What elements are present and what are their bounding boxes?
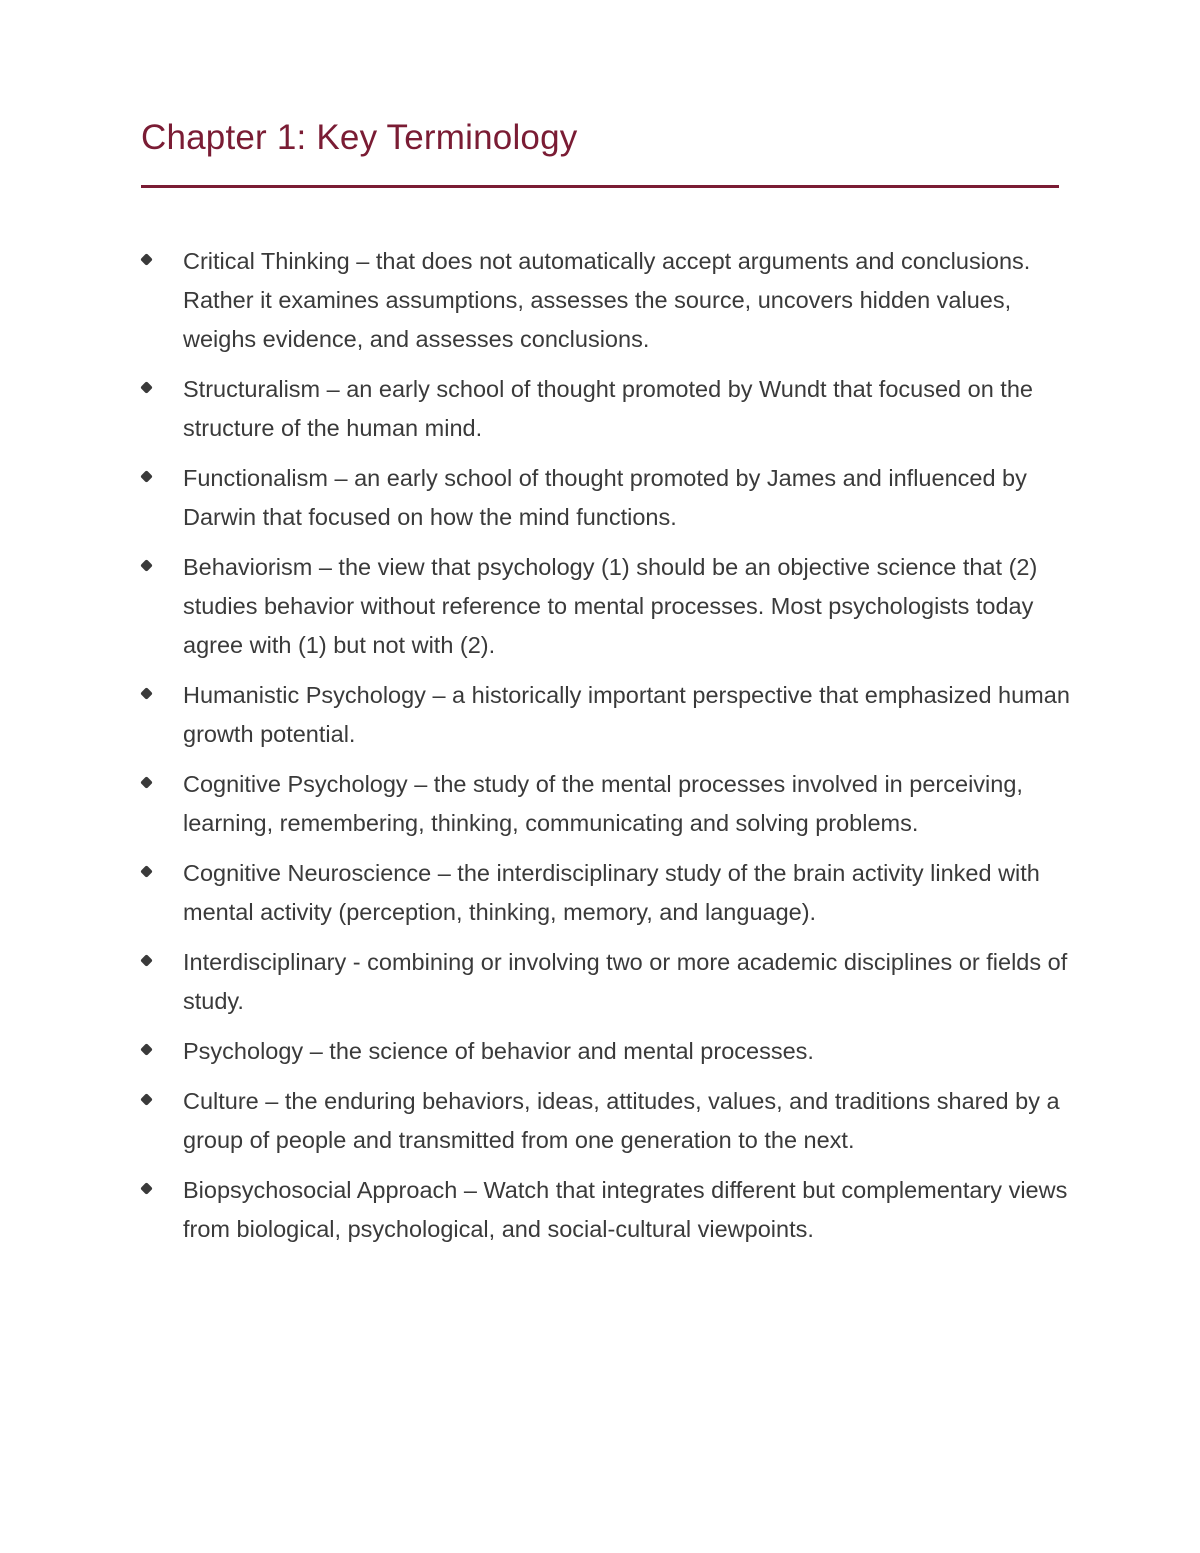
bullet-icon [140, 381, 153, 394]
list-item [141, 854, 1071, 932]
bullet-icon [140, 776, 153, 789]
list-item [141, 1032, 1071, 1071]
list-item [141, 370, 1071, 448]
term-definition: Functionalism – an early school of thought promoted by James and influenced by Darwin that focused on how the mind functions. [183, 465, 1027, 530]
bullet-icon [140, 1043, 153, 1056]
term-definition: Cognitive Neuroscience – the interdisciplinary study of the brain activity linked with mental activity (perception, thinking, memory, and language). [183, 860, 1040, 925]
list-item [141, 1171, 1071, 1249]
page-title: Chapter 1: Key Terminology [141, 118, 578, 157]
term-definition: Culture – the enduring behaviors, ideas, attitudes, values, and traditions shared by a group of people and transmitted from one generation to the next. [183, 1088, 1060, 1153]
bullet-icon [140, 1182, 153, 1195]
bullet-icon [140, 1093, 153, 1106]
bullet-icon [140, 865, 153, 878]
bullet-icon [140, 687, 153, 700]
list-item [141, 548, 1071, 665]
term-definition: Interdisciplinary - combining or involving two or more academic disciplines or fields of study. [183, 949, 1068, 1014]
list-item [141, 1082, 1071, 1160]
term-definition: Structuralism – an early school of thought promoted by Wundt that focused on the structure of the human mind. [183, 376, 1033, 441]
terminology-list [141, 242, 1071, 1260]
bullet-icon [140, 559, 153, 572]
term-definition: Critical Thinking – that does not automatically accept arguments and conclusions. Rather it examines assumptions, assesses the source, uncovers hidden values, weighs evidence, and assesses conclusions. [183, 248, 1031, 352]
list-item [141, 765, 1071, 843]
list-item [141, 676, 1071, 754]
bullet-icon [140, 253, 153, 266]
list-item [141, 459, 1071, 537]
bullet-icon [140, 954, 153, 967]
term-definition: Biopsychosocial Approach – Watch that integrates different but complementary views from biological, psychological, and social-cultural viewpoints. [183, 1177, 1068, 1242]
title-divider [141, 185, 1059, 188]
term-definition: Psychology – the science of behavior and mental processes. [183, 1038, 814, 1064]
list-item [141, 943, 1071, 1021]
term-definition: Behaviorism – the view that psychology (1) should be an objective science that (2) studies behavior without reference to mental processes. Most psychologists today agree with (1) but not with (2). [183, 554, 1038, 658]
list-item [141, 242, 1071, 359]
term-definition: Humanistic Psychology – a historically important perspective that emphasized human growth potential. [183, 682, 1070, 747]
bullet-icon [140, 470, 153, 483]
term-definition: Cognitive Psychology – the study of the mental processes involved in perceiving, learning, remembering, thinking, communicating and solving problems. [183, 771, 1023, 836]
